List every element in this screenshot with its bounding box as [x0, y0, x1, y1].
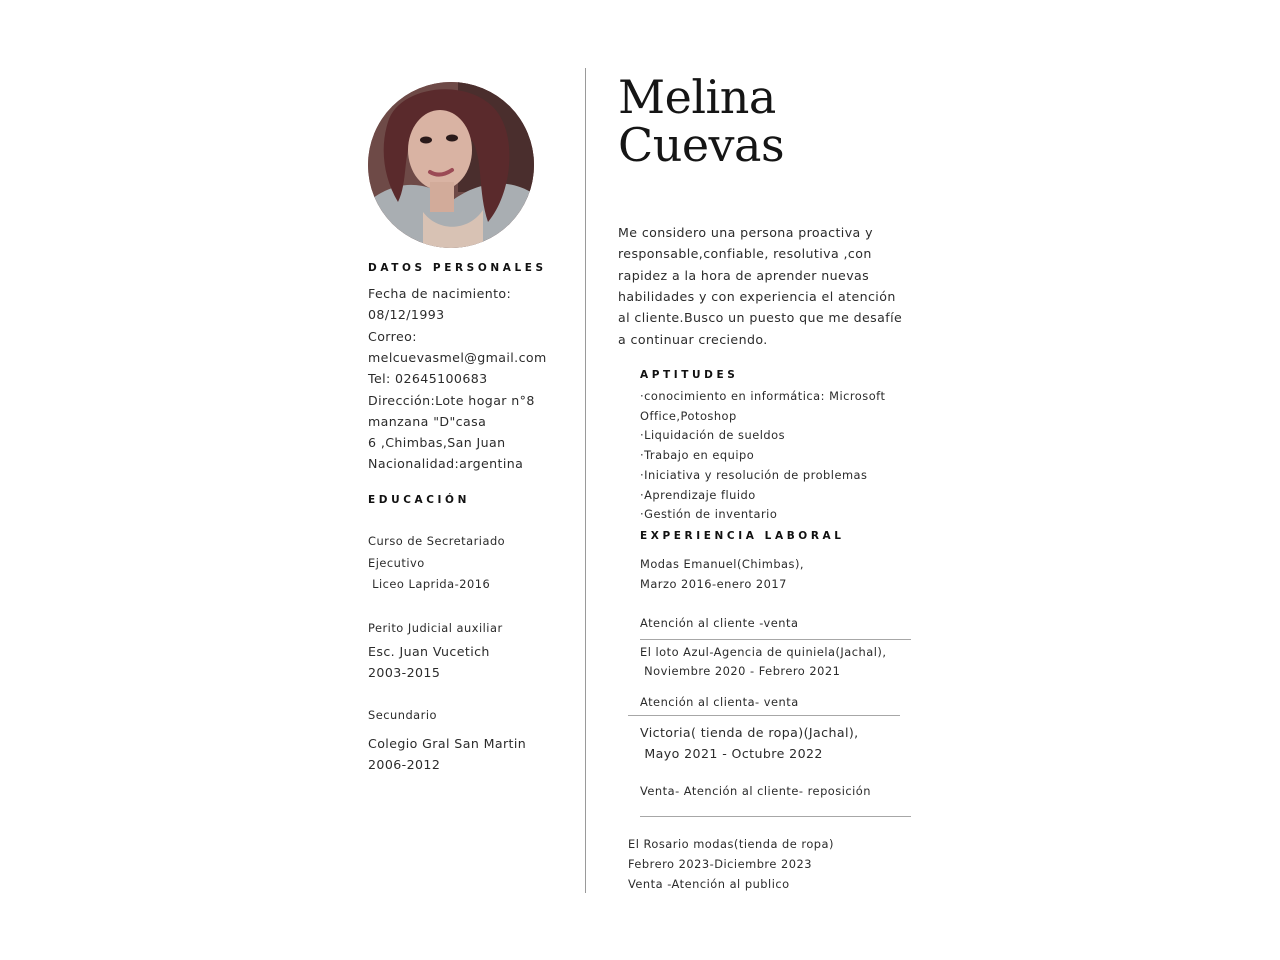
summary-line: responsable,confiable, resolutiva ,con	[618, 246, 872, 262]
experience-heading: EXPERIENCIA LABORAL	[640, 530, 845, 542]
job-period: Noviembre 2020 - Febrero 2021	[640, 664, 841, 678]
nationality-text: Nacionalidad:argentina	[368, 456, 524, 472]
phone-text: Tel: 02645100683	[368, 371, 488, 387]
job-tasks: Atención al clienta- venta	[640, 695, 799, 709]
skill-item: ·Trabajo en equipo	[640, 448, 755, 463]
job-period: Mayo 2021 - Octubre 2022	[640, 746, 823, 761]
job-period: Febrero 2023-Diciembre 2023	[628, 857, 812, 871]
skills-heading: APTITUDES	[640, 369, 739, 381]
summary-line: rapidez a la hora de aprender nuevas	[618, 267, 870, 283]
job-employer: Modas Emanuel(Chimbas),	[640, 557, 805, 571]
skills-list	[640, 389, 920, 529]
job-tasks: Venta- Atención al cliente- reposición	[640, 784, 871, 798]
column-divider	[585, 68, 586, 893]
education-item-school: Liceo Laprida-2016	[368, 577, 491, 591]
email-text: melcuevasmel@gmail.com	[368, 349, 547, 365]
job-employer: El Rosario modas(tienda de ropa)	[628, 837, 834, 851]
address-line: Dirección:Lote hogar n°8	[368, 392, 535, 408]
education-heading: EDUCACIÓN	[368, 494, 470, 506]
job-separator	[640, 639, 911, 640]
job-employer: Victoria( tienda de ropa)(Jachal),	[640, 725, 859, 740]
address-line: 6 ,Chimbas,San Juan	[368, 435, 506, 451]
education-item-title: Perito Judicial auxiliar	[368, 621, 503, 635]
education-item-school: Esc. Juan Vucetich	[368, 644, 490, 659]
job-period: Marzo 2016-enero 2017	[640, 577, 787, 591]
education-item-title: Curso de Secretariado	[368, 534, 506, 548]
summary-line: al cliente.Busco un puesto que me desafíe	[618, 310, 903, 326]
job-separator	[628, 715, 900, 716]
profile-summary	[618, 225, 918, 355]
skill-item: ·Aprendizaje fluido	[640, 487, 756, 502]
education-item-years: 2006-2012	[368, 757, 441, 772]
skill-item: ·Gestión de inventario	[640, 507, 778, 522]
summary-line: habilidades y con experiencia el atención	[618, 288, 896, 304]
personal-line: Fecha de nacimiento:	[368, 286, 512, 301]
address-line: manzana "D"casa	[368, 413, 487, 429]
job-separator	[640, 816, 911, 817]
skill-item: ·conocimiento en informática: Microsoft	[640, 389, 886, 403]
skill-item: Office,Potoshop	[640, 408, 737, 423]
skill-item: ·Iniciativa y resolución de problemas	[640, 467, 868, 482]
education-item-school: Colegio Gral San Martin	[368, 736, 527, 751]
education-item-title: Secundario	[368, 708, 437, 722]
profile-photo	[368, 82, 534, 248]
summary-line: Me considero una persona proactiva y	[618, 225, 873, 240]
job-employer: El loto Azul-Agencia de quiniela(Jachal),	[640, 645, 887, 659]
job-tasks: Atención al cliente -venta	[640, 616, 799, 630]
job-tasks: Venta -Atención al publico	[628, 877, 790, 891]
profile-photo-illustration	[368, 82, 534, 248]
personal-data-block	[368, 286, 578, 486]
personal-line: Correo:	[368, 328, 417, 344]
personal-line: 08/12/1993	[368, 307, 445, 323]
first-name: Melina	[618, 70, 776, 124]
skill-item: ·Liquidación de sueldos	[640, 428, 786, 443]
summary-line: a continuar creciendo.	[618, 331, 768, 347]
last-name: Cuevas	[618, 118, 785, 172]
personal-data-heading: DATOS PERSONALES	[368, 262, 547, 274]
education-item-title: Ejecutivo	[368, 556, 425, 570]
education-item-years: 2003-2015	[368, 665, 441, 680]
